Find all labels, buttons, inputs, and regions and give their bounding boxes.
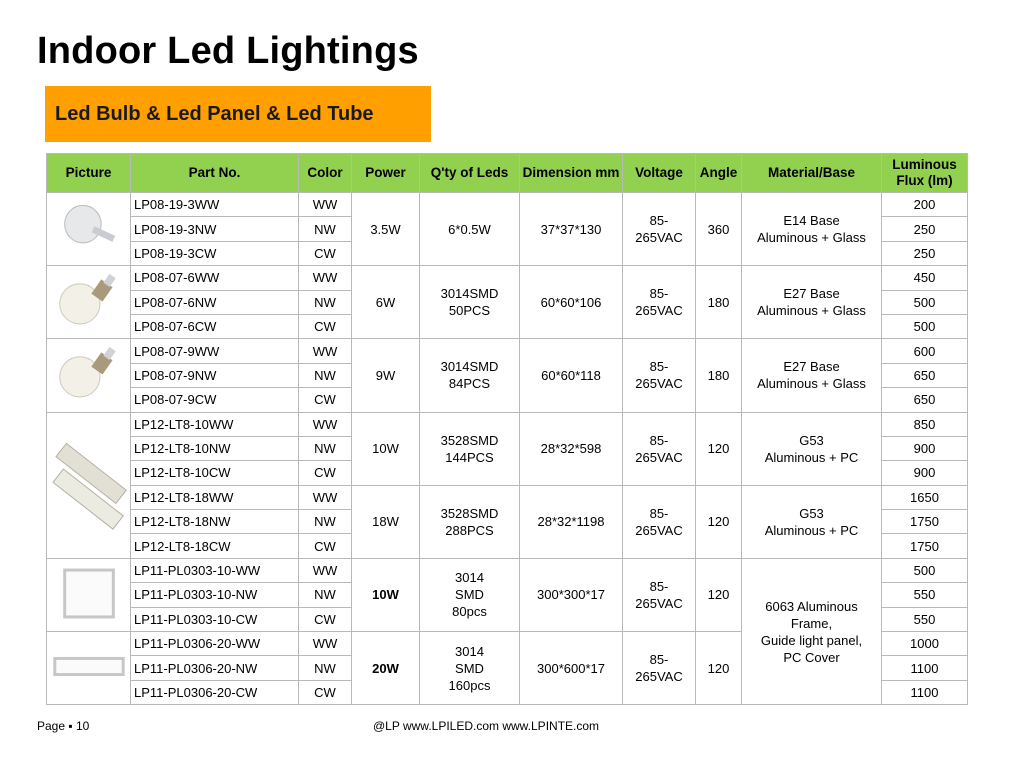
- angle: 360: [696, 193, 742, 266]
- led-quantity: 3014SMD 84PCS: [420, 339, 520, 412]
- material-base: 6063 Aluminous Frame, Guide light panel, PC Cover: [742, 558, 882, 704]
- square-panel-icon: [51, 615, 127, 630]
- part-number: LP12-LT8-10WW: [131, 412, 299, 436]
- column-header: Voltage: [623, 154, 696, 193]
- material-base: E27 Base Aluminous + Glass: [742, 266, 882, 339]
- part-number: LP08-07-9WW: [131, 339, 299, 363]
- color-code: WW: [299, 558, 352, 582]
- part-number: LP11-PL0306-20-NW: [131, 656, 299, 680]
- angle: 120: [696, 632, 742, 705]
- material-base: E27 Base Aluminous + Glass: [742, 339, 882, 412]
- luminous-flux: 500: [882, 314, 968, 338]
- power: 18W: [352, 485, 420, 558]
- footer-credits: @LP www.LPILED.com www.LPINTE.com: [373, 719, 600, 733]
- power: 20W: [352, 632, 420, 705]
- color-code: NW: [299, 217, 352, 241]
- led-quantity: 3014 SMD 80pcs: [420, 558, 520, 631]
- table-row: [47, 193, 968, 217]
- page-number: Page ▪ 10: [37, 719, 90, 733]
- led-quantity: 3528SMD 144PCS: [420, 412, 520, 485]
- power: 3.5W: [352, 193, 420, 266]
- table-body: [47, 193, 968, 705]
- column-header: Power: [352, 154, 420, 193]
- dimension: 37*37*130: [520, 193, 623, 266]
- luminous-flux: 450: [882, 266, 968, 290]
- product-picture: [47, 266, 131, 339]
- power: 10W: [352, 412, 420, 485]
- slide-subtitle: Led Bulb & Led Panel & Led Tube: [55, 103, 374, 125]
- part-number: LP11-PL0306-20-CW: [131, 680, 299, 704]
- part-number: LP11-PL0303-10-CW: [131, 607, 299, 631]
- globe-bulb-icon: [51, 395, 127, 410]
- dimension: 300*600*17: [520, 632, 623, 705]
- dimension: 28*32*1198: [520, 485, 623, 558]
- power: 9W: [352, 339, 420, 412]
- column-header: Dimension mm: [520, 154, 623, 193]
- column-header: Color: [299, 154, 352, 193]
- luminous-flux: 250: [882, 217, 968, 241]
- color-code: CW: [299, 241, 352, 265]
- luminous-flux: 650: [882, 363, 968, 387]
- part-number: LP08-19-3NW: [131, 217, 299, 241]
- product-picture: [47, 412, 131, 558]
- led-quantity: 3528SMD 288PCS: [420, 485, 520, 558]
- luminous-flux: 650: [882, 388, 968, 412]
- color-code: NW: [299, 290, 352, 314]
- luminous-flux: 500: [882, 558, 968, 582]
- led-quantity: 3014SMD 50PCS: [420, 266, 520, 339]
- part-number: LP08-07-9CW: [131, 388, 299, 412]
- table-row: [47, 485, 968, 509]
- power: 6W: [352, 266, 420, 339]
- luminous-flux: 1000: [882, 632, 968, 656]
- part-number: LP11-PL0306-20-WW: [131, 632, 299, 656]
- rect-panel-icon: [51, 688, 127, 703]
- luminous-flux: 600: [882, 339, 968, 363]
- table-row: [47, 412, 968, 436]
- voltage: 85- 265VAC: [623, 266, 696, 339]
- color-code: CW: [299, 607, 352, 631]
- table-row: [47, 339, 968, 363]
- luminous-flux: 1100: [882, 656, 968, 680]
- part-number: LP12-LT8-10NW: [131, 436, 299, 460]
- color-code: NW: [299, 510, 352, 534]
- voltage: 85- 265VAC: [623, 412, 696, 485]
- product-spec-table: [46, 153, 968, 705]
- color-code: CW: [299, 388, 352, 412]
- luminous-flux: 1750: [882, 534, 968, 558]
- power: 10W: [352, 558, 420, 631]
- part-number: LP12-LT8-18WW: [131, 485, 299, 509]
- column-header: Part No.: [131, 154, 299, 193]
- luminous-flux: 200: [882, 193, 968, 217]
- table-row: [47, 558, 968, 582]
- luminous-flux: 1100: [882, 680, 968, 704]
- product-picture: [47, 339, 131, 412]
- color-code: WW: [299, 412, 352, 436]
- luminous-flux: 900: [882, 461, 968, 485]
- color-code: NW: [299, 583, 352, 607]
- part-number: LP12-LT8-10CW: [131, 461, 299, 485]
- voltage: 85- 265VAC: [623, 485, 696, 558]
- color-code: WW: [299, 339, 352, 363]
- dimension: 300*300*17: [520, 558, 623, 631]
- part-number: LP11-PL0303-10-WW: [131, 558, 299, 582]
- color-code: CW: [299, 680, 352, 704]
- luminous-flux: 850: [882, 412, 968, 436]
- part-number: LP08-07-6NW: [131, 290, 299, 314]
- angle: 120: [696, 485, 742, 558]
- part-number: LP12-LT8-18CW: [131, 534, 299, 558]
- candle-bulb-icon: [51, 249, 127, 264]
- globe-bulb-icon: [51, 322, 127, 337]
- dimension: 60*60*118: [520, 339, 623, 412]
- luminous-flux: 1750: [882, 510, 968, 534]
- voltage: 85- 265VAC: [623, 558, 696, 631]
- part-number: LP08-19-3CW: [131, 241, 299, 265]
- product-picture: [47, 193, 131, 266]
- angle: 180: [696, 339, 742, 412]
- angle: 120: [696, 412, 742, 485]
- color-code: CW: [299, 461, 352, 485]
- color-code: NW: [299, 436, 352, 460]
- dimension: 28*32*598: [520, 412, 623, 485]
- luminous-flux: 550: [882, 607, 968, 631]
- column-header: Picture: [47, 154, 131, 193]
- slide-title: Indoor Led Lightings: [37, 30, 419, 72]
- color-code: CW: [299, 534, 352, 558]
- voltage: 85- 265VAC: [623, 632, 696, 705]
- luminous-flux: 1650: [882, 485, 968, 509]
- part-number: LP08-07-6CW: [131, 314, 299, 338]
- material-base: E14 Base Aluminous + Glass: [742, 193, 882, 266]
- column-header: Material/Base: [742, 154, 882, 193]
- column-header: Angle: [696, 154, 742, 193]
- led-tube-icon: [51, 542, 127, 557]
- luminous-flux: 900: [882, 436, 968, 460]
- part-number: LP08-07-9NW: [131, 363, 299, 387]
- luminous-flux: 550: [882, 583, 968, 607]
- color-code: WW: [299, 632, 352, 656]
- part-number: LP12-LT8-18NW: [131, 510, 299, 534]
- luminous-flux: 500: [882, 290, 968, 314]
- angle: 120: [696, 558, 742, 631]
- voltage: 85- 265VAC: [623, 339, 696, 412]
- material-base: G53 Aluminous + PC: [742, 485, 882, 558]
- led-quantity: 3014 SMD 160pcs: [420, 632, 520, 705]
- column-header: Luminous Flux (lm): [882, 154, 968, 193]
- product-picture: [47, 632, 131, 705]
- column-header: Q'ty of Leds: [420, 154, 520, 193]
- color-code: WW: [299, 266, 352, 290]
- part-number: LP08-19-3WW: [131, 193, 299, 217]
- part-number: LP11-PL0303-10-NW: [131, 583, 299, 607]
- led-quantity: 6*0.5W: [420, 193, 520, 266]
- color-code: WW: [299, 193, 352, 217]
- angle: 180: [696, 266, 742, 339]
- subtitle-banner: [45, 86, 431, 142]
- product-picture: [47, 558, 131, 631]
- voltage: 85- 265VAC: [623, 193, 696, 266]
- luminous-flux: 250: [882, 241, 968, 265]
- table-row: [47, 266, 968, 290]
- material-base: G53 Aluminous + PC: [742, 412, 882, 485]
- part-number: LP08-07-6WW: [131, 266, 299, 290]
- color-code: CW: [299, 314, 352, 338]
- color-code: WW: [299, 485, 352, 509]
- color-code: NW: [299, 363, 352, 387]
- color-code: NW: [299, 656, 352, 680]
- dimension: 60*60*106: [520, 266, 623, 339]
- table-header-row: [47, 154, 968, 193]
